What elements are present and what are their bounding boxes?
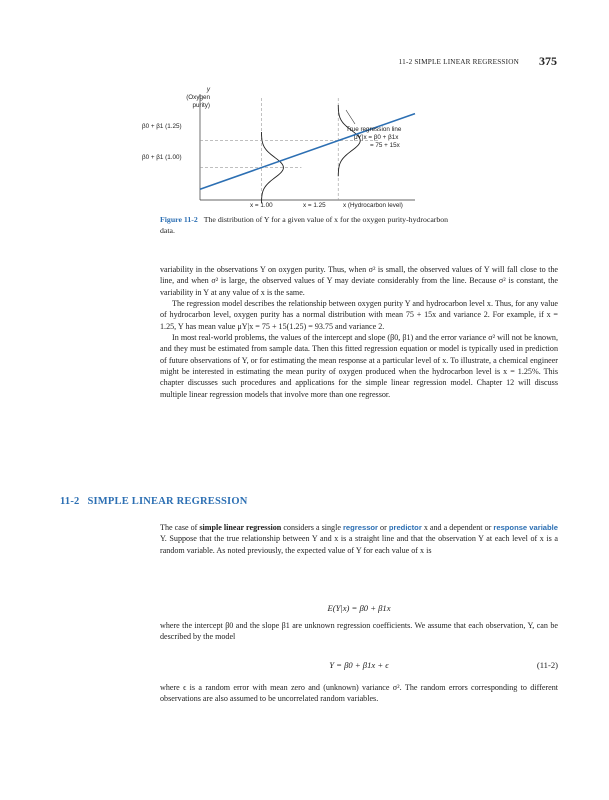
section-number: 11-2	[60, 496, 80, 507]
running-header	[0, 54, 609, 70]
equation-number: (11-2)	[536, 660, 558, 670]
section-title: SIMPLE LINEAR REGRESSION	[87, 496, 248, 507]
true-regression-line	[200, 114, 415, 190]
body-text-block-1	[160, 264, 558, 400]
body-text-block-2	[160, 522, 558, 556]
equation-regression-model: Y = β0 + β1x + ϵ	[329, 660, 389, 670]
paragraph-3: In most real-world problems, the values of the intercept and slope (β0, β1) and the error variance σ² will not be known, and they must be estimated from sample data. Then this fitted regression equation or model is typically used in prediction of future observations of Y, or for estimating the mean response at a particular level of x. To illustrate, a chemical engineer might be interested in estimating the mean purity of oxygen produced when the hydrocarbon level is x = 1.25%. This chapter discusses such procedures and applications for the simple linear regression model. Chapter 12 will discuss multiple linear regression models that involve more than one regressor.	[160, 333, 558, 399]
paragraph-6: where ϵ is a random error with mean zero and (unknown) variance σ². The random errors corresponding to different observations are also assumed to be uncorrelated random variables.	[160, 683, 558, 704]
paragraph-4	[160, 522, 558, 556]
p4-pre1: The case of	[160, 523, 200, 532]
paragraph-2: The regression model describes the relationship between oxygen purity Y and hydrocarbon level x. Thus, for any value of hydrocarbon level, oxygen purity has a normal distribution with mean 75 + 15x and variance 2. For example, if x = 1.25, Y has mean value μY|x = 75 + 15(1.25) = 93.75 and variance 2.	[160, 299, 558, 331]
annotation-leader-line	[346, 110, 355, 124]
section-heading	[60, 496, 247, 507]
annotation-line3: = 75 + 15x	[370, 142, 400, 149]
body-text-block-3	[160, 620, 558, 643]
paragraph-1: variability in the observations Y on oxygen purity. Thus, when σ² is small, the observed values of Y will fall close to the line, and when σ² is large, the observed values of Y may deviate considerably from the line. Because σ² is constant, the variability in Y at any value of x is the same.	[160, 265, 558, 297]
tick-x2: x = 1.25	[303, 202, 326, 209]
y-axis-label-line2: (Oxygen	[186, 94, 210, 101]
body-text-block-4	[160, 682, 558, 705]
keyword-response-variable: response variable	[493, 523, 558, 532]
equation-expected-value: E(Y|x) = β0 + β1x	[327, 603, 391, 613]
page-number: 375	[539, 54, 557, 68]
annotation-line2: μY|x = β0 + β1x	[354, 134, 399, 141]
tick-x1: x = 1.00	[250, 202, 273, 209]
y-axis-label-symbol: y	[206, 86, 210, 93]
running-title: 11-2 SIMPLE LINEAR REGRESSION	[398, 58, 519, 66]
y-axis-label-line3: purity)	[192, 102, 210, 109]
keyword-regressor: regressor	[342, 523, 379, 532]
keyword-predictor: predictor	[388, 523, 422, 532]
annotation-line1: True regression line	[346, 126, 402, 133]
p4-mid2: x and a dependent or	[421, 523, 494, 532]
x-axis-label: x (Hydrocarbon level)	[343, 202, 403, 209]
p4-pre2: considers a single	[281, 523, 343, 532]
figure-caption	[160, 214, 460, 236]
keyword-simple-linear-regression: simple linear regression	[199, 523, 282, 532]
figure-11-2	[140, 82, 440, 214]
figure-caption-label: Figure 11-2	[160, 215, 198, 224]
paragraph-5: where the intercept β0 and the slope β1 are unknown regression coefficients. We assume that each observation, Y, can be described by the model	[160, 621, 558, 642]
p4-post: Y. Suppose that the true relationship between Y and x is a straight line and that the observation Y at each level of x is a random variable. As noted previously, the expected value of Y for each value of x is	[160, 534, 558, 555]
tick-y-lower: β0 + β1 (1.00)	[142, 154, 182, 161]
tick-y-upper: β0 + β1 (1.25)	[142, 123, 182, 130]
figure-caption-text: The distribution of Y for a given value of x for the oxygen purity-hydrocarbon data.	[160, 215, 449, 235]
p4-mid1: or	[378, 523, 389, 532]
